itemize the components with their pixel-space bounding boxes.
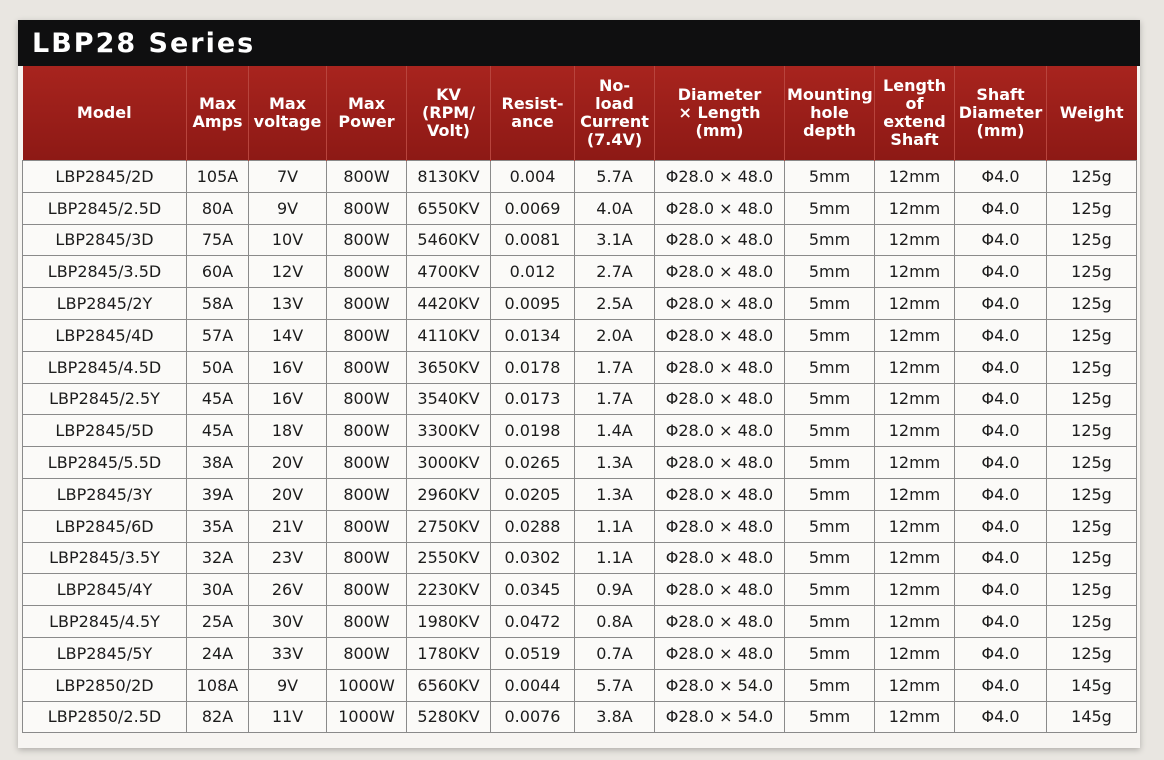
table-cell: 0.0081 xyxy=(491,224,575,256)
table-cell: 125g xyxy=(1047,447,1137,479)
table-cell: 9V xyxy=(249,192,327,224)
table-cell: Φ4.0 xyxy=(955,383,1047,415)
table-cell: 5.7A xyxy=(575,161,655,193)
table-cell: 2.0A xyxy=(575,319,655,351)
table-cell: 12mm xyxy=(875,256,955,288)
table-cell: 0.0205 xyxy=(491,478,575,510)
table-cell: 12mm xyxy=(875,224,955,256)
table-cell: 0.8A xyxy=(575,606,655,638)
table-cell: 35A xyxy=(187,510,249,542)
table-cell: 0.9A xyxy=(575,574,655,606)
table-cell: 30V xyxy=(249,606,327,638)
table-cell: 125g xyxy=(1047,510,1137,542)
table-row xyxy=(23,415,1137,447)
table-cell: 800W xyxy=(327,415,407,447)
table-cell: 10V xyxy=(249,224,327,256)
table-cell: 1.1A xyxy=(575,542,655,574)
table-cell: 125g xyxy=(1047,637,1137,669)
table-cell: 3300KV xyxy=(407,415,491,447)
table-cell: 125g xyxy=(1047,192,1137,224)
table-cell: 800W xyxy=(327,288,407,320)
table-row xyxy=(23,606,1137,638)
table-cell: Φ4.0 xyxy=(955,478,1047,510)
table-cell: 2550KV xyxy=(407,542,491,574)
table-cell: 7V xyxy=(249,161,327,193)
column-header: No- load Current (7.4V) xyxy=(575,66,655,161)
table-cell: 800W xyxy=(327,574,407,606)
table-cell: 5mm xyxy=(785,224,875,256)
table-cell: 12mm xyxy=(875,701,955,733)
table-cell: 125g xyxy=(1047,606,1137,638)
column-header: Mounting hole depth xyxy=(785,66,875,161)
table-cell: 800W xyxy=(327,542,407,574)
table-cell: Φ28.0 × 48.0 xyxy=(655,447,785,479)
table-cell: 5mm xyxy=(785,256,875,288)
table-cell: 0.0173 xyxy=(491,383,575,415)
table-row xyxy=(23,192,1137,224)
table-cell: 21V xyxy=(249,510,327,542)
model-cell: LBP2845/4Y xyxy=(23,574,187,606)
table-cell: 12mm xyxy=(875,383,955,415)
table-cell: 800W xyxy=(327,478,407,510)
model-cell: LBP2845/2D xyxy=(23,161,187,193)
series-title: LBP28 Series xyxy=(32,28,256,59)
table-cell: 800W xyxy=(327,447,407,479)
table-cell: Φ28.0 × 48.0 xyxy=(655,224,785,256)
table-cell: 800W xyxy=(327,224,407,256)
table-cell: Φ28.0 × 48.0 xyxy=(655,319,785,351)
model-cell: LBP2845/2.5D xyxy=(23,192,187,224)
table-cell: 12mm xyxy=(875,192,955,224)
table-cell: Φ28.0 × 48.0 xyxy=(655,510,785,542)
table-cell: 800W xyxy=(327,256,407,288)
table-cell: 5mm xyxy=(785,574,875,606)
table-cell: 125g xyxy=(1047,256,1137,288)
table-cell: 0.004 xyxy=(491,161,575,193)
table-cell: 800W xyxy=(327,351,407,383)
table-row xyxy=(23,478,1137,510)
table-cell: 800W xyxy=(327,606,407,638)
table-cell: 5460KV xyxy=(407,224,491,256)
column-header: Length of extend Shaft xyxy=(875,66,955,161)
table-cell: 6550KV xyxy=(407,192,491,224)
table-cell: 0.0345 xyxy=(491,574,575,606)
table-cell: 108A xyxy=(187,669,249,701)
table-cell: 3650KV xyxy=(407,351,491,383)
table-cell: 11V xyxy=(249,701,327,733)
table-cell: Φ4.0 xyxy=(955,224,1047,256)
table-cell: Φ4.0 xyxy=(955,701,1047,733)
table-cell: 145g xyxy=(1047,669,1137,701)
header-row xyxy=(23,66,1137,161)
table-cell: 2750KV xyxy=(407,510,491,542)
table-cell: 1980KV xyxy=(407,606,491,638)
table-cell: Φ4.0 xyxy=(955,288,1047,320)
table-cell: 33V xyxy=(249,637,327,669)
table-cell: 125g xyxy=(1047,415,1137,447)
table-cell: 12mm xyxy=(875,542,955,574)
column-header: Max voltage xyxy=(249,66,327,161)
table-cell: 800W xyxy=(327,637,407,669)
table-cell: 125g xyxy=(1047,319,1137,351)
table-cell: 2230KV xyxy=(407,574,491,606)
table-cell: 8130KV xyxy=(407,161,491,193)
table-cell: 125g xyxy=(1047,542,1137,574)
table-cell: 3000KV xyxy=(407,447,491,479)
table-cell: 105A xyxy=(187,161,249,193)
table-cell: 4420KV xyxy=(407,288,491,320)
table-row xyxy=(23,161,1137,193)
table-cell: 5mm xyxy=(785,669,875,701)
table-cell: 4700KV xyxy=(407,256,491,288)
table-cell: 5mm xyxy=(785,288,875,320)
table-cell: Φ4.0 xyxy=(955,542,1047,574)
table-cell: 39A xyxy=(187,478,249,510)
table-cell: Φ4.0 xyxy=(955,319,1047,351)
table-cell: 5mm xyxy=(785,351,875,383)
table-cell: 125g xyxy=(1047,224,1137,256)
table-cell: 60A xyxy=(187,256,249,288)
table-cell: 80A xyxy=(187,192,249,224)
model-cell: LBP2845/4.5Y xyxy=(23,606,187,638)
table-cell: 3.1A xyxy=(575,224,655,256)
table-cell: 1.7A xyxy=(575,383,655,415)
model-cell: LBP2850/2D xyxy=(23,669,187,701)
column-header: Resist- ance xyxy=(491,66,575,161)
table-cell: 5.7A xyxy=(575,669,655,701)
table-cell: 1.3A xyxy=(575,447,655,479)
table-cell: 12mm xyxy=(875,319,955,351)
table-cell: 6560KV xyxy=(407,669,491,701)
table-cell: Φ4.0 xyxy=(955,510,1047,542)
table-row xyxy=(23,288,1137,320)
column-header: Max Amps xyxy=(187,66,249,161)
column-header: Weight xyxy=(1047,66,1137,161)
column-header: Shaft Diameter (mm) xyxy=(955,66,1047,161)
table-cell: 125g xyxy=(1047,574,1137,606)
model-cell: LBP2845/2Y xyxy=(23,288,187,320)
table-row xyxy=(23,224,1137,256)
table-cell: 30A xyxy=(187,574,249,606)
table-cell: 16V xyxy=(249,383,327,415)
table-cell: 9V xyxy=(249,669,327,701)
table-cell: 14V xyxy=(249,319,327,351)
table-cell: 125g xyxy=(1047,478,1137,510)
table-cell: 1.4A xyxy=(575,415,655,447)
table-cell: 25A xyxy=(187,606,249,638)
model-cell: LBP2845/3Y xyxy=(23,478,187,510)
table-cell: 145g xyxy=(1047,701,1137,733)
table-cell: Φ4.0 xyxy=(955,574,1047,606)
table-row xyxy=(23,256,1137,288)
table-cell: 3.8A xyxy=(575,701,655,733)
table-cell: 12V xyxy=(249,256,327,288)
column-header: KV (RPM/ Volt) xyxy=(407,66,491,161)
table-row xyxy=(23,701,1137,733)
table-cell: 1.3A xyxy=(575,478,655,510)
table-cell: 5mm xyxy=(785,161,875,193)
table-cell: 82A xyxy=(187,701,249,733)
model-cell: LBP2845/5D xyxy=(23,415,187,447)
model-cell: LBP2845/6D xyxy=(23,510,187,542)
column-header: Diameter × Length (mm) xyxy=(655,66,785,161)
table-cell: 57A xyxy=(187,319,249,351)
table-body xyxy=(23,161,1137,733)
table-row xyxy=(23,447,1137,479)
model-cell: LBP2850/2.5D xyxy=(23,701,187,733)
table-cell: Φ28.0 × 48.0 xyxy=(655,256,785,288)
table-cell: 0.0134 xyxy=(491,319,575,351)
model-cell: LBP2845/5.5D xyxy=(23,447,187,479)
table-cell: 5mm xyxy=(785,637,875,669)
table-cell: 0.0472 xyxy=(491,606,575,638)
table-cell: 0.0198 xyxy=(491,415,575,447)
table-row xyxy=(23,351,1137,383)
table-cell: 18V xyxy=(249,415,327,447)
table-cell: 12mm xyxy=(875,606,955,638)
table-cell: 75A xyxy=(187,224,249,256)
table-cell: 24A xyxy=(187,637,249,669)
spec-sheet xyxy=(18,20,1140,748)
table-cell: 2.5A xyxy=(575,288,655,320)
table-cell: 20V xyxy=(249,478,327,510)
table-cell: Φ4.0 xyxy=(955,637,1047,669)
table-cell: 0.0265 xyxy=(491,447,575,479)
table-cell: 38A xyxy=(187,447,249,479)
table-cell: 0.0519 xyxy=(491,637,575,669)
table-cell: 1.7A xyxy=(575,351,655,383)
table-row xyxy=(23,637,1137,669)
table-cell: 12mm xyxy=(875,351,955,383)
table-cell: Φ28.0 × 48.0 xyxy=(655,288,785,320)
table-cell: 5mm xyxy=(785,192,875,224)
table-cell: 12mm xyxy=(875,510,955,542)
column-header: Model xyxy=(23,66,187,161)
table-cell: Φ28.0 × 54.0 xyxy=(655,701,785,733)
table-cell: 45A xyxy=(187,383,249,415)
table-cell: 125g xyxy=(1047,288,1137,320)
table-cell: 800W xyxy=(327,510,407,542)
table-cell: Φ28.0 × 48.0 xyxy=(655,478,785,510)
table-cell: 5mm xyxy=(785,510,875,542)
table-cell: 0.0076 xyxy=(491,701,575,733)
table-cell: 125g xyxy=(1047,383,1137,415)
table-cell: 4110KV xyxy=(407,319,491,351)
table-cell: Φ28.0 × 48.0 xyxy=(655,606,785,638)
table-cell: 0.0178 xyxy=(491,351,575,383)
table-cell: 0.012 xyxy=(491,256,575,288)
table-cell: 58A xyxy=(187,288,249,320)
table-cell: 50A xyxy=(187,351,249,383)
table-cell: 23V xyxy=(249,542,327,574)
table-cell: Φ28.0 × 54.0 xyxy=(655,669,785,701)
table-cell: 1000W xyxy=(327,701,407,733)
table-cell: 4.0A xyxy=(575,192,655,224)
model-cell: LBP2845/2.5Y xyxy=(23,383,187,415)
table-cell: 12mm xyxy=(875,637,955,669)
table-cell: 0.0069 xyxy=(491,192,575,224)
table-cell: Φ4.0 xyxy=(955,447,1047,479)
table-cell: 5mm xyxy=(785,447,875,479)
table-cell: 1.1A xyxy=(575,510,655,542)
spec-table xyxy=(22,66,1137,733)
model-cell: LBP2845/4.5D xyxy=(23,351,187,383)
table-cell: 125g xyxy=(1047,351,1137,383)
table-cell: 125g xyxy=(1047,161,1137,193)
table-cell: Φ4.0 xyxy=(955,256,1047,288)
table-cell: Φ28.0 × 48.0 xyxy=(655,415,785,447)
table-cell: 5mm xyxy=(785,701,875,733)
table-cell: 13V xyxy=(249,288,327,320)
column-header: Max Power xyxy=(327,66,407,161)
table-cell: 800W xyxy=(327,161,407,193)
table-row xyxy=(23,542,1137,574)
table-cell: 5mm xyxy=(785,542,875,574)
table-cell: Φ4.0 xyxy=(955,669,1047,701)
table-cell: 16V xyxy=(249,351,327,383)
table-cell: 0.0288 xyxy=(491,510,575,542)
table-cell: 12mm xyxy=(875,478,955,510)
table-cell: 12mm xyxy=(875,669,955,701)
table-cell: Φ28.0 × 48.0 xyxy=(655,383,785,415)
table-cell: 0.0302 xyxy=(491,542,575,574)
table-cell: 2.7A xyxy=(575,256,655,288)
table-row xyxy=(23,510,1137,542)
table-cell: 0.0095 xyxy=(491,288,575,320)
table-cell: 20V xyxy=(249,447,327,479)
model-cell: LBP2845/5Y xyxy=(23,637,187,669)
table-cell: Φ4.0 xyxy=(955,192,1047,224)
table-cell: 2960KV xyxy=(407,478,491,510)
table-cell: 800W xyxy=(327,383,407,415)
table-cell: 5mm xyxy=(785,415,875,447)
table-cell: 12mm xyxy=(875,288,955,320)
model-cell: LBP2845/3.5Y xyxy=(23,542,187,574)
table-row xyxy=(23,669,1137,701)
table-cell: 5mm xyxy=(785,606,875,638)
table-cell: 5mm xyxy=(785,383,875,415)
table-cell: Φ4.0 xyxy=(955,415,1047,447)
table-row xyxy=(23,574,1137,606)
table-cell: 12mm xyxy=(875,574,955,606)
table-cell: Φ28.0 × 48.0 xyxy=(655,542,785,574)
table-cell: Φ4.0 xyxy=(955,606,1047,638)
table-cell: 5280KV xyxy=(407,701,491,733)
table-cell: 800W xyxy=(327,319,407,351)
table-cell: 5mm xyxy=(785,478,875,510)
table-cell: 1000W xyxy=(327,669,407,701)
table-cell: 26V xyxy=(249,574,327,606)
table-cell: 0.0044 xyxy=(491,669,575,701)
table-cell: Φ28.0 × 48.0 xyxy=(655,637,785,669)
table-cell: 5mm xyxy=(785,319,875,351)
title-bar xyxy=(18,20,1140,66)
table-cell: Φ4.0 xyxy=(955,351,1047,383)
table-row xyxy=(23,383,1137,415)
table-cell: 12mm xyxy=(875,447,955,479)
table-row xyxy=(23,319,1137,351)
table-cell: Φ28.0 × 48.0 xyxy=(655,161,785,193)
model-cell: LBP2845/3D xyxy=(23,224,187,256)
table-cell: 45A xyxy=(187,415,249,447)
table-cell: 32A xyxy=(187,542,249,574)
table-cell: Φ28.0 × 48.0 xyxy=(655,192,785,224)
model-cell: LBP2845/3.5D xyxy=(23,256,187,288)
model-cell: LBP2845/4D xyxy=(23,319,187,351)
table-cell: 3540KV xyxy=(407,383,491,415)
table-cell: 800W xyxy=(327,192,407,224)
table-cell: 0.7A xyxy=(575,637,655,669)
table-cell: 1780KV xyxy=(407,637,491,669)
table-cell: Φ4.0 xyxy=(955,161,1047,193)
table-cell: 12mm xyxy=(875,161,955,193)
table-cell: 12mm xyxy=(875,415,955,447)
table-cell: Φ28.0 × 48.0 xyxy=(655,574,785,606)
table-cell: Φ28.0 × 48.0 xyxy=(655,351,785,383)
